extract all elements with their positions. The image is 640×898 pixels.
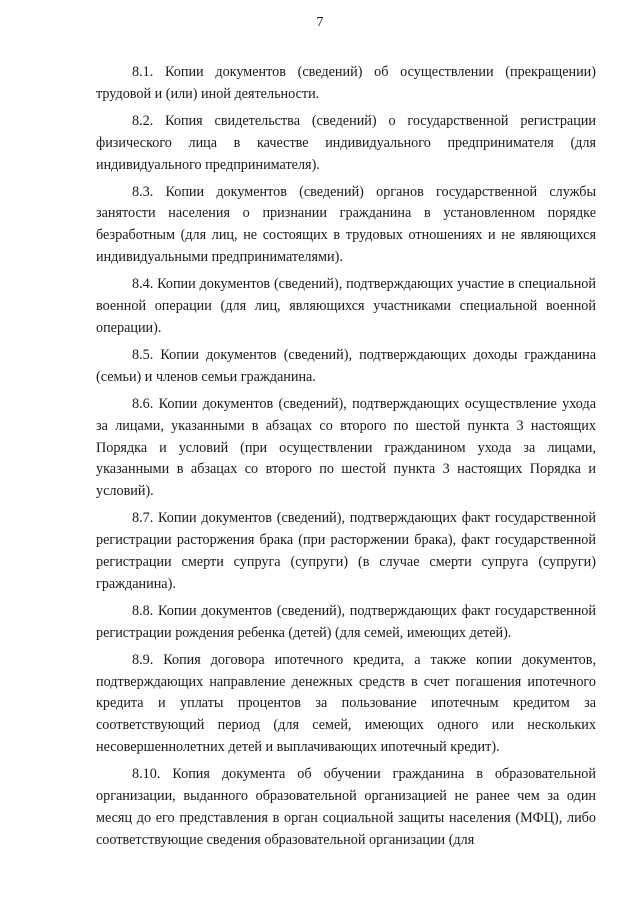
paragraph-8-9: 8.9. Копия договора ипотечного кредита, а также копии документов, подтверждающих направление денежных средств в счет погашения ипотечного кредита и уплаты процентов за пользование ипотечным кредитом за соответствующий период (для семей, имеющих одного или нескольких несовершеннолетних детей и выплачивающих ипотечный кредит). bbox=[96, 651, 596, 756]
paragraph-8-7: 8.7. Копии документов (сведений), подтверждающих факт государственной регистрации расторжения брака (при расторжении брака), факт государственной регистрации смерти супруга (супруги) (в случае смерти супруга (супруги) гражданина). bbox=[96, 510, 596, 592]
paragraph-8-8: 8.8. Копии документов (сведений), подтверждающих факт государственной регистрации рождения ребенка (детей) (для семей, имеющих детей). bbox=[96, 602, 596, 641]
paragraph-8-10: 8.10. Копия документа об обучении гражданина в образовательной организации, выданного образовательной организацией не ранее чем за один месяц до его представления в орган социальной защиты населения (МФЦ), либо соответствующие сведения образовательной организации (для bbox=[96, 766, 596, 848]
document-body bbox=[96, 62, 596, 852]
paragraph-8-6: 8.6. Копии документов (сведений), подтверждающих осуществление ухода за лицами, указанными в абзацах со второго по шестой пункта 3 настоящих Порядка и условий (при осуществлении гражданином ухода за лицами, указанными в абзацах со второго по шестой пункта 3 настоящих Порядка и условий). bbox=[96, 395, 596, 500]
page-number: 7 bbox=[316, 15, 324, 30]
paragraph-8-5: 8.5. Копии документов (сведений), подтверждающих доходы гражданина (семьи) и членов семьи гражданина. bbox=[96, 346, 596, 385]
paragraph-8-2: 8.2. Копия свидетельства (сведений) о государственной регистрации физического лица в качестве индивидуального предпринимателя (для индивидуального предпринимателя). bbox=[96, 112, 596, 173]
paragraph-8-3: 8.3. Копии документов (сведений) органов государственной службы занятости населения о признании гражданина в установленном порядке безработным (для лиц, не состоящих в трудовых отношениях и не являющихся индивидуальными предпринимателями). bbox=[96, 183, 596, 266]
paragraph-8-4: 8.4. Копии документов (сведений), подтверждающих участие в специальной военной операции (для лиц, являющихся участниками специальной военной операции). bbox=[96, 276, 596, 336]
paragraph-8-1: 8.1. Копии документов (сведений) об осуществлении (прекращении) трудовой и (или) иной деятельности. bbox=[96, 64, 596, 102]
